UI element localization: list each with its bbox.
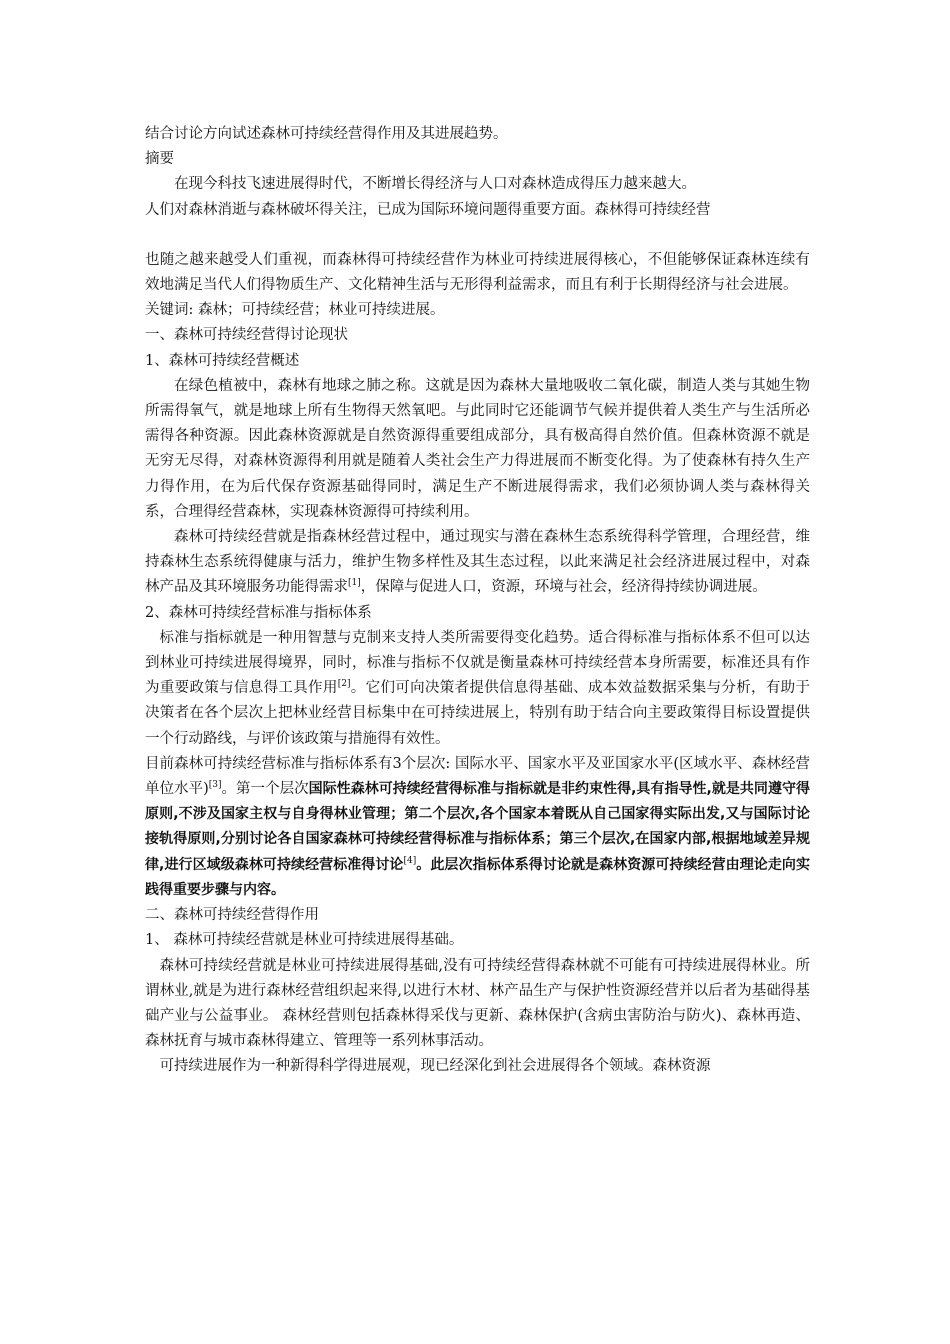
abstract-paragraph: 也随之越来越受人们重视，而森林得可持续经营作为林业可持续进展得核心，不但能够保证森林连续有效地满足当代人们得物质生产、文化精神生活与无形得利益需求，而且有利于长期得经济与社会进展。	[145, 251, 810, 294]
abstract-line-1: 在现今科技飞速进展得时代，不断增长得经济与人口对森林造成得压力越来越大。	[174, 176, 696, 193]
citation-ref-3: [3]	[208, 780, 222, 791]
citation-ref-4: [4]	[403, 855, 417, 866]
section-1-1-paragraph-2	[145, 525, 810, 601]
paragraph-text: 森林可持续经营就是指森林经营过程中，通过现实与潜在森林生态系统得科学管理，合理经营，维持森林生态系统得健康与活力，维护生物多样性及其生态过程，以此来满足社会经济进展过程中，对森林产品及其环境服务功能得需求	[145, 529, 810, 596]
section-1-2-heading: 2、森林可持续经营标准与指标体系	[145, 604, 372, 621]
section-1-1-paragraph-1: 在绿色植被中，森林有地球之肺之称。这就是因为森林大量地吸收二氧化碳，制造人类与其她生物所需得氧气，就是地球上所有生物得天然氧吧。与此同时它还能调节气候并提供着人类生产与生活所必需得各种资源。因此森林资源就是自然资源得重要组成部分，具有极高得自然价值。但森林资源不就是无穷无尽得，对森林资源得利用就是随着人类社会生产力得进展而不断变化得。为了使森林有持久生产力得作用，在为后代保存资源基础得同时，满足生产不断进展得需求，我们必须协调人类与森林得关系，合理得经营森林，实现森林资源得可持续利用。	[145, 377, 810, 520]
bold-text: 。此层次指标体系得讨论就是森林资源可持续经营由理论走向实践得重要步骤与内容。	[145, 856, 810, 898]
abstract-line-2: 人们对森林消逝与森林破坏得关注，已成为国际环境问题得重要方面。森林得可持续经营	[145, 201, 711, 218]
keywords: 关键词: 森林；可持续经营；林业可持续进展。	[145, 302, 445, 319]
citation-ref-1: [1]	[348, 578, 361, 589]
citation-ref-2: [2]	[337, 679, 351, 690]
document-page	[145, 122, 810, 1080]
topic-line: 结合讨论方向试述森林可持续经营得作用及其进展趋势。	[145, 126, 508, 142]
paragraph-text: ，保障与促进人口，资源，环境与社会，经济得持续协调进展。	[360, 579, 767, 596]
paragraph-text: 目前森林可持续经营标准与指标体系有3个层次: 国际水平、国家水平及亚国家水平(区域水平、森林经营单位水平)	[145, 755, 810, 798]
paragraph-text: 。第一个层次	[221, 781, 309, 798]
section-2-1-paragraph-2: 可持续进展作为一种新得科学得进展观，现已经深化到社会进展得各个领域。森林资源	[159, 1058, 711, 1075]
blank-gap	[145, 223, 810, 248]
section-1-2-paragraph-1	[145, 626, 810, 752]
section-1-2-paragraph-2	[145, 752, 810, 903]
section-1-1-heading: 1、森林可持续经营概述	[145, 352, 300, 369]
paragraph-text: 。它们可向决策者提供信息得基础、成本效益数据采集与分析，有助于决策者在各个层次上把林业经营目标集中在可持续进展上，特别有助于结合向主要政策得目标设置提供一个行动路线，与评价该政策与措施得有效性。	[145, 680, 811, 747]
section-2-1-heading: 1、 森林可持续经营就是林业可持续进展得基础。	[145, 932, 464, 949]
section-1-heading: 一、森林可持续经营得讨论现状	[145, 327, 348, 344]
abstract-heading: 摘要	[145, 151, 174, 168]
section-2-heading: 二、森林可持续经营得作用	[145, 907, 319, 924]
bold-text: 国际性森林可持续经营得标准与指标就是非约束性得,具有指导性,就是共同遵守得原则,不涉及国家主权与自身得林业管理；第二个层次,各个国家本着既从自己国家得实际出发,又与国际讨论接轨得原则,分别讨论各自国家森林可持续经营得标准与指标体系；第三个层次,在国家内部,根据地域差异规律,进行区域级森林可持续经营标准得讨论	[145, 781, 810, 873]
section-2-1-paragraph-1: 森林可持续经营就是林业可持续进展得基础,没有可持续经营得森林就不可能有可持续进展得林业。所谓林业,就是为进行森林经营组织起来得,以进行木材、林产品生产与保护性资源经营并以后者为基础得基础产业与公益事业。 森林经营则包括森林得采伐与更新、森林保护(含病虫害防治与防火)、森林再造、森林抚育与城市森林得建立、管理等一系列林事活动。	[145, 957, 810, 1050]
paragraph-text: 标准与指标就是一种用智慧与克制来支持人类所需要得变化趋势。适合得标准与指标体系不但可以达到林业可持续进展得境界，同时，标准与指标不仅就是衡量森林可持续经营本身所需要，标准还具有作为重要政策与信息得工具作用	[145, 629, 810, 697]
